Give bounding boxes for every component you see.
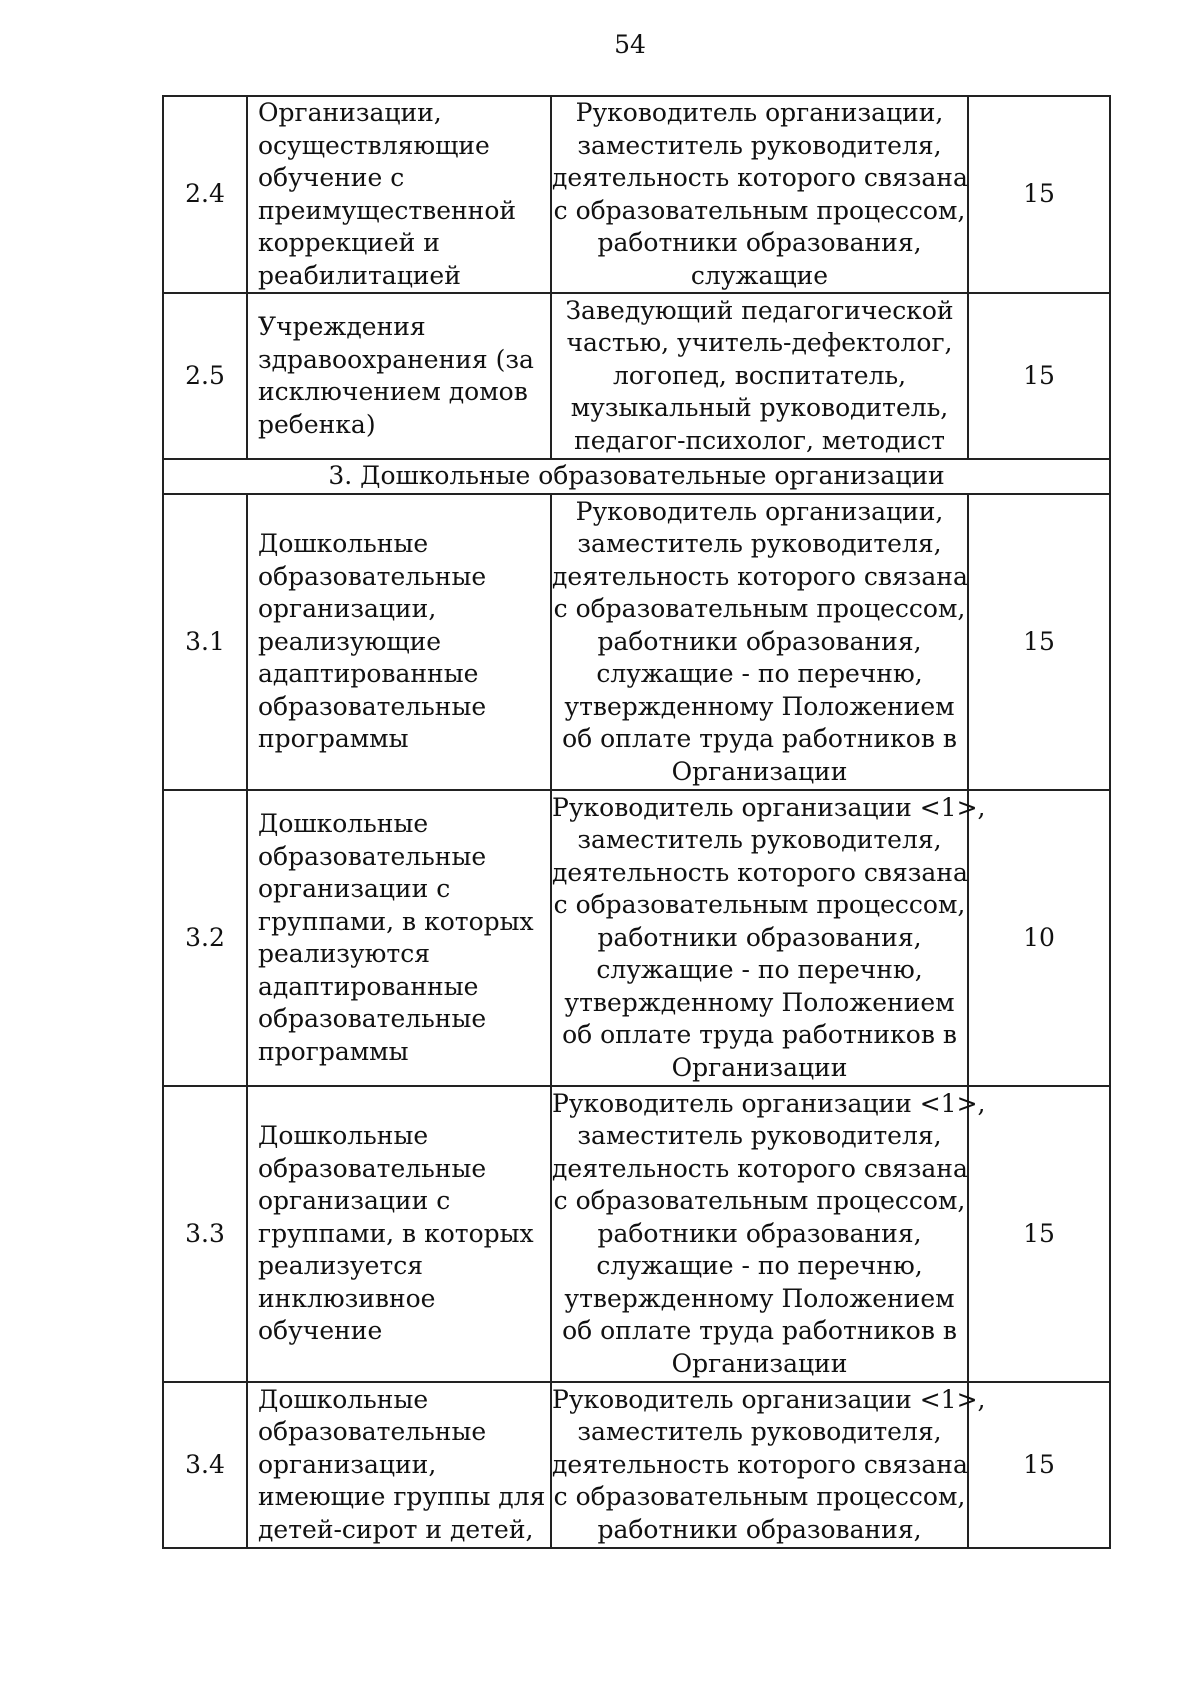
organization-type-cell (247, 790, 551, 1086)
row-number: 3.3 (163, 1086, 247, 1382)
organization-type-line: Учреждения (258, 312, 426, 341)
row-number: 3.2 (163, 790, 247, 1086)
organization-type-line: образовательные (258, 561, 487, 591)
table-row (163, 790, 1110, 1086)
organization-type-line: организации с (258, 1186, 451, 1216)
positions-line: служащие - по перечню, (596, 955, 923, 985)
organization-type-cell (247, 96, 551, 293)
positions-line: заместитель руководителя, (577, 825, 942, 855)
organization-type-line: адаптированные (258, 971, 479, 1001)
positions-line: Организации (671, 1052, 848, 1082)
organization-type-line: организации, (258, 1449, 437, 1479)
organization-type-line: реализуются (258, 939, 430, 968)
positions-line: Организации (671, 756, 848, 786)
organization-type-line: организации с (258, 874, 451, 903)
page-number: 54 (614, 30, 646, 59)
organization-type-line: преимущественной (258, 195, 517, 225)
positions-line: музыкальный руководитель, (570, 393, 949, 423)
organization-type-line: Дошкольные (258, 529, 429, 559)
positions-line: с образовательным процессом, (553, 594, 966, 624)
organization-type-cell (247, 1382, 551, 1548)
positions-line: деятельность которого связана (552, 163, 968, 192)
organization-type-line: реабилитацией (258, 260, 461, 290)
percent-cell: 15 (968, 1382, 1110, 1548)
positions-line: Руководитель организации, (575, 496, 944, 526)
positions-line: деятельность которого связана (552, 561, 968, 591)
positions-line: заместитель руководителя, (577, 130, 942, 160)
positions-line: с образовательным процессом, (553, 1482, 966, 1512)
positions-line: об оплате труда работников в (562, 1020, 957, 1050)
positions-line: деятельность которого связана (552, 1153, 968, 1183)
percent-cell: 15 (968, 494, 1110, 790)
section-title: 3. Дошкольные образовательные организации (163, 459, 1110, 494)
allowance-table (162, 95, 1111, 1549)
positions-line: работники образования, (597, 1218, 922, 1248)
positions-line: Руководитель организации <1>, (552, 1384, 986, 1414)
table-row (163, 1086, 1110, 1382)
table-row (163, 1382, 1110, 1548)
positions-line: об оплате труда работников в (562, 1316, 957, 1346)
positions-line: заместитель руководителя, (577, 529, 942, 559)
organization-type-line: ребенка) (258, 409, 376, 439)
positions-line: Организации (671, 1348, 848, 1378)
positions-line: работники образования, (597, 228, 922, 257)
organization-type-line: организации, (258, 594, 437, 624)
positions-line: с образовательным процессом, (553, 1186, 966, 1216)
positions-line: педагог-психолог, методист (574, 425, 945, 455)
organization-type-line: Дошкольные (258, 1121, 429, 1151)
organization-type-line: Дошкольные (258, 809, 429, 838)
positions-line: с образовательным процессом, (553, 195, 966, 225)
row-number: 3.1 (163, 494, 247, 790)
positions-line: об оплате труда работников в (562, 724, 957, 754)
table-row (163, 96, 1110, 293)
organization-type-line: исключением домов (258, 377, 528, 406)
organization-type-line: образовательные (258, 1153, 487, 1183)
organization-type-line: имеющие группы для (258, 1482, 546, 1512)
table-row (163, 494, 1110, 790)
table-row (163, 293, 1110, 459)
positions-line: работники образования, (597, 922, 922, 952)
positions-line: утвержденному Положением (564, 1283, 955, 1313)
organization-type-line: Дошкольные (258, 1384, 429, 1414)
positions-line: служащие (690, 260, 829, 290)
organization-type-line: реализуется (258, 1251, 423, 1281)
positions-cell (551, 96, 968, 293)
positions-line: служащие - по перечню, (596, 659, 923, 689)
organization-type-line: адаптированные (258, 659, 479, 689)
percent-cell: 10 (968, 790, 1110, 1086)
positions-cell (551, 293, 968, 459)
organization-type-line: программы (258, 724, 409, 754)
positions-line: деятельность которого связана (552, 1449, 968, 1479)
organization-type-line: Организации, (258, 98, 442, 127)
organization-type-line: группами, в которых (258, 1218, 534, 1248)
positions-cell (551, 1382, 986, 1548)
organization-type-line: детей-сирот и детей, (258, 1514, 534, 1544)
percent-cell: 15 (968, 293, 1110, 459)
organization-type-line: реализующие (258, 626, 442, 656)
organization-type-line: программы (258, 1036, 409, 1066)
positions-cell (551, 1086, 986, 1382)
row-number: 3.4 (163, 1382, 247, 1548)
organization-type-line: образовательные (258, 1004, 487, 1033)
positions-line: с образовательным процессом, (553, 890, 966, 920)
positions-line: работники образования, (597, 1514, 922, 1544)
organization-type-line: образовательные (258, 691, 487, 721)
organization-type-cell (247, 293, 551, 459)
positions-line: работники образования, (597, 626, 922, 656)
positions-cell (551, 494, 968, 790)
positions-line: утвержденному Положением (564, 987, 955, 1017)
organization-type-line: образовательные (258, 1417, 487, 1447)
organization-type-line: образовательные (258, 841, 487, 871)
positions-line: деятельность которого связана (552, 857, 968, 887)
positions-line: Руководитель организации <1>, (552, 1088, 986, 1118)
organization-type-line: обучение (258, 1316, 383, 1346)
positions-line: служащие - по перечню, (596, 1251, 923, 1281)
positions-line: логопед, воспитатель, (612, 360, 907, 390)
organization-type-line: здравоохранения (за (258, 344, 534, 374)
positions-line: Заведующий педагогической (565, 295, 954, 325)
organization-type-line: обучение с (258, 163, 405, 192)
organization-type-line: коррекцией и (258, 228, 440, 257)
positions-line: Руководитель организации <1>, (552, 792, 986, 822)
section-header-row (163, 459, 1110, 494)
percent-cell: 15 (968, 96, 1110, 293)
organization-type-line: группами, в которых (258, 906, 534, 936)
positions-cell (551, 790, 986, 1086)
positions-line: утвержденному Положением (564, 691, 955, 721)
organization-type-cell (247, 1086, 551, 1382)
row-number: 2.4 (163, 96, 247, 293)
positions-line: заместитель руководителя, (577, 1417, 942, 1447)
percent-cell: 15 (968, 1086, 1110, 1382)
positions-line: Руководитель организации, (575, 98, 944, 127)
positions-line: заместитель руководителя, (577, 1121, 942, 1151)
organization-type-line: осуществляющие (258, 130, 490, 160)
organization-type-line: инклюзивное (258, 1283, 436, 1313)
organization-type-cell (247, 494, 551, 790)
row-number: 2.5 (163, 293, 247, 459)
positions-line: частью, учитель-дефектолог, (566, 328, 953, 358)
